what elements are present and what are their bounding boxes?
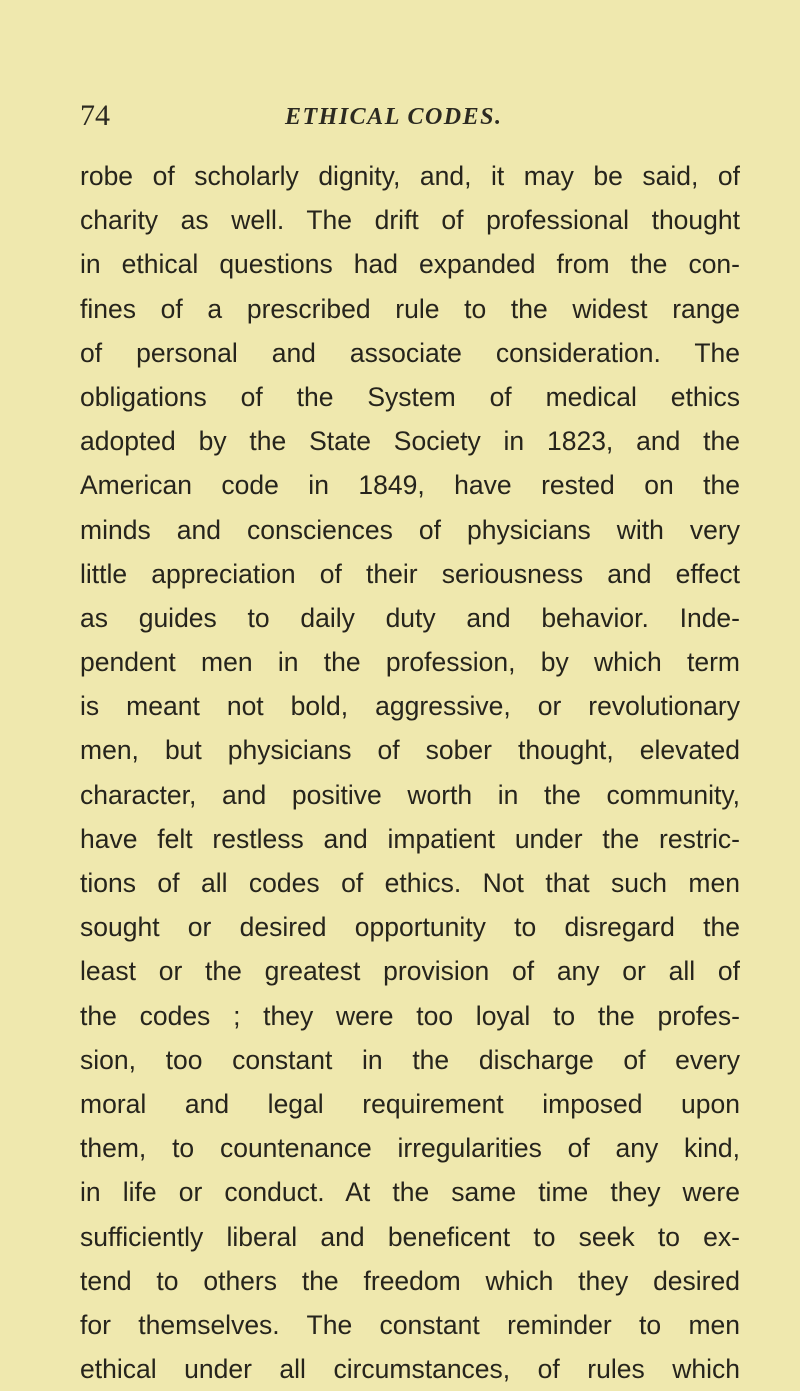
- text-line: adopted by the State Society in 1823, and the: [80, 426, 740, 457]
- text-line: American code in 1849, have rested on the: [80, 470, 740, 501]
- text-line: sought or desired opportunity to disregard the: [80, 912, 740, 943]
- text-line: have felt restless and impatient under the restric-: [80, 823, 740, 854]
- text-line: is meant not bold, aggressive, or revolutionary: [80, 691, 740, 722]
- text-line: minds and consciences of physicians with very: [80, 514, 740, 545]
- text-line: men, but physicians of sober thought, elevated: [80, 735, 740, 766]
- text-line: them, to countenance irregularities of any kind,: [80, 1133, 740, 1164]
- text-line: tend to others the freedom which they desired: [80, 1265, 740, 1296]
- text-line: as guides to daily duty and behavior. Inde-: [80, 602, 740, 633]
- text-line: sion, too constant in the discharge of every: [80, 1044, 740, 1075]
- text-line: for themselves. The constant reminder to men: [80, 1309, 740, 1340]
- text-line: tions of all codes of ethics. Not that such men: [80, 868, 740, 898]
- text-line: of personal and associate consideration. The: [80, 337, 740, 368]
- text-line: in ethical questions had expanded from the con-: [80, 249, 740, 280]
- text-line: ethical under all circumstances, of rules which: [80, 1354, 740, 1385]
- body-text: [80, 154, 740, 1391]
- text-line: character, and positive worth in the community,: [80, 779, 740, 810]
- text-line: robe of scholarly dignity, and, it may be said, of: [80, 161, 740, 191]
- text-line: little appreciation of their seriousness and effect: [80, 558, 740, 589]
- text-line: least or the greatest provision of any or all of: [80, 956, 740, 987]
- text-line: obligations of the System of medical ethics: [80, 381, 740, 412]
- text-line: in life or conduct. At the same time they were: [80, 1177, 740, 1208]
- text-line: fines of a prescribed rule to the widest range: [80, 293, 740, 324]
- page-number: 74: [80, 99, 110, 132]
- text-line: sufficiently liberal and beneficent to seek to ex-: [80, 1221, 740, 1252]
- text-line: charity as well. The drift of professional thought: [80, 205, 740, 236]
- text-line: the codes ; they were too loyal to the profes-: [80, 1000, 740, 1031]
- running-head: [80, 96, 730, 136]
- text-line: pendent men in the profession, by which term: [80, 647, 740, 678]
- text-line: moral and legal requirement imposed upon: [80, 1088, 740, 1119]
- running-title: ETHICAL CODES.: [285, 104, 503, 130]
